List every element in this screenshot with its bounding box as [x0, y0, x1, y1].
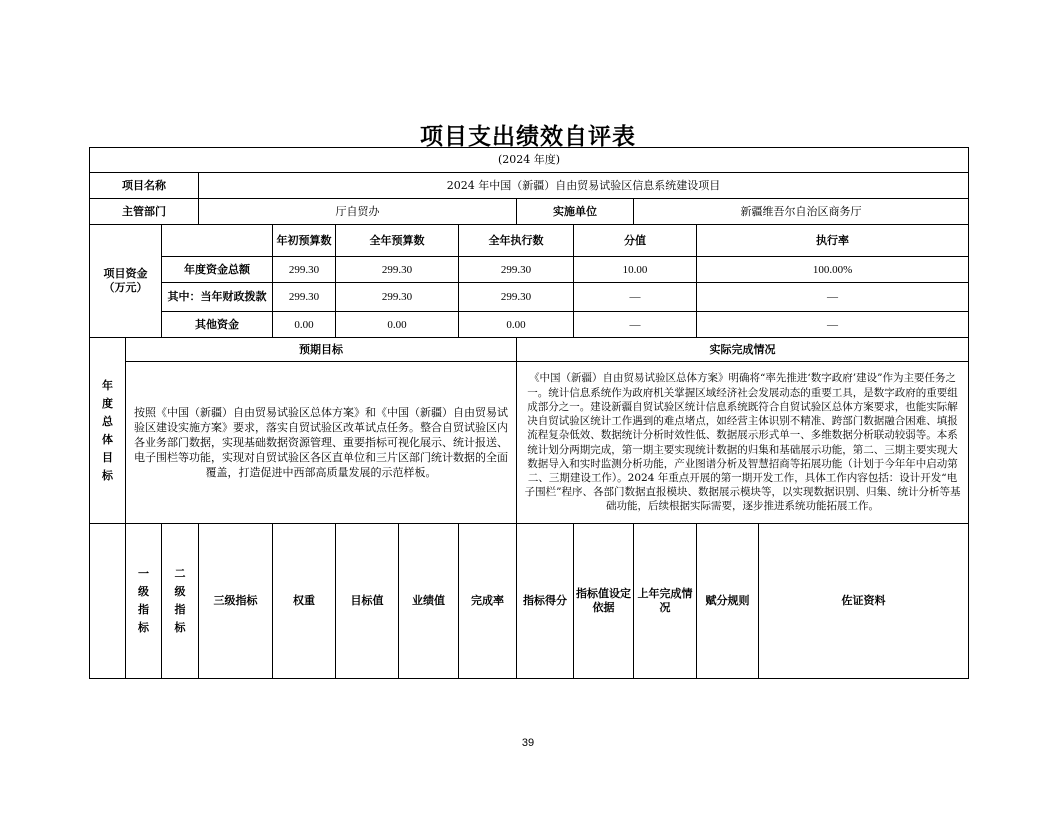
impl-value: 新疆维吾尔自治区商务厅 — [634, 199, 969, 225]
funds-cell: 299.30 — [336, 283, 459, 312]
funds-header-execution-rate: 执行率 — [697, 225, 969, 257]
expected-goals-header: 预期目标 — [126, 338, 517, 362]
dept-label: 主管部门 — [90, 199, 199, 225]
dept-value: 厅自贸办 — [199, 199, 517, 225]
funds-header-score-value: 分值 — [574, 225, 697, 257]
funds-cell: 299.30 — [273, 283, 336, 312]
funds-row-name: 年度资金总额 — [162, 257, 273, 283]
funds-cell: 100.00% — [697, 257, 969, 283]
indicator-header-scoring-rule: 赋分规则 — [697, 524, 759, 679]
goals-label: 年 度 总 体 目 标 — [90, 338, 126, 524]
indicator-header-evidence: 佐证资料 — [759, 524, 969, 679]
indicator-header-completion-rate: 完成率 — [459, 524, 517, 679]
funds-row-name: 其他资金 — [162, 312, 273, 338]
indicator-header-last-year: 上年完成情况 — [634, 524, 697, 679]
project-name-label: 项目名称 — [90, 173, 199, 199]
funds-row-other — [90, 312, 969, 338]
indicator-header-performance: 业绩值 — [399, 524, 459, 679]
funds-row-total — [90, 257, 969, 283]
indicator-header-basis: 指标值设定依据 — [574, 524, 634, 679]
indicator-header-indicator-score: 指标得分 — [517, 524, 574, 679]
funds-header-initial-budget: 年初预算数 — [273, 225, 336, 257]
funds-cell: 0.00 — [336, 312, 459, 338]
year-cell: (2024 年度) — [90, 148, 969, 173]
expected-goals-text: 按照《中国（新疆）自由贸易试验区总体方案》和《中国（新疆）自由贸易试验区建设实施方案》要求，落实自贸试验区改革试点任务。整合自贸试验区内各业务部门数据，实现基础数据资源管理、重要指标可视化展示、统计报送、电子围栏等功能，实现对自贸试验区各区直单位和三片区部门统计数据的全面覆盖，打造促进中西部高质量发展的示范样板。 — [126, 362, 517, 524]
evaluation-table — [89, 147, 969, 679]
funds-label: 项目资金 （万元） — [90, 225, 162, 338]
funds-cell: — — [697, 312, 969, 338]
funds-header-annual-execution: 全年执行数 — [459, 225, 574, 257]
indicator-header-weight: 权重 — [273, 524, 336, 679]
funds-row-name: 其中：当年财政拨款 — [162, 283, 273, 312]
funds-cell: 0.00 — [273, 312, 336, 338]
indicator-header-level3: 三级指标 — [199, 524, 273, 679]
page-title: 项目支出绩效自评表 — [420, 124, 636, 150]
funds-cell: — — [574, 283, 697, 312]
indicator-header-level1: 一 级 指 标 — [126, 524, 162, 679]
funds-cell: — — [697, 283, 969, 312]
page-number: 39 — [521, 737, 535, 749]
funds-cell: 299.30 — [459, 283, 574, 312]
funds-cell: 299.30 — [273, 257, 336, 283]
funds-cell: — — [574, 312, 697, 338]
funds-cell: 299.30 — [336, 257, 459, 283]
impl-label: 实施单位 — [517, 199, 634, 225]
funds-cell: 0.00 — [459, 312, 574, 338]
funds-cell: 10.00 — [574, 257, 697, 283]
funds-row-fiscal — [90, 283, 969, 312]
funds-corner-cell — [162, 225, 273, 257]
funds-cell: 299.30 — [459, 257, 574, 283]
actual-completion-header: 实际完成情况 — [517, 338, 969, 362]
indicator-header-level2: 二 级 指 标 — [162, 524, 199, 679]
indicator-header-target: 目标值 — [336, 524, 399, 679]
indicator-blank-cell — [90, 524, 126, 679]
funds-header-annual-budget: 全年预算数 — [336, 225, 459, 257]
actual-completion-text: 《中国（新疆）自由贸易试验区总体方案》明确将“率先推进‘数字政府’建设”作为主要任务之一。统计信息系统作为政府机关掌握区域经济社会发展动态的重要工具，是数字政府的重要组成部分之一。建设新疆自贸试验区统计信息系统既符合自贸试验区总体方案要求，也能实际解决自贸试验区统计工作遇到的难点堵点，如经营主体识别不精准、跨部门数据融合困难、填报流程复杂低效、数据统计分析时效性低、数据展示形式单一、多维数据分析联动较弱等。本系统计划分两期完成，第一期主要实现统计数据的归集和基础展示功能，第二、三期主要实现大数据导入和实时监测分析功能，产业图谱分析及智慧招商等拓展功能（计划于今年年中启动第二、三期建设工作）。2024 年重点开展的第一期开发工作，具体工作内容包括：设计开发“电子围栏”程序、各部门数据直报模块、数据展示模块等，以实现数据识别、归集、统计分析等基础功能，后续根据实际需要，逐步推进系统功能拓展工作。 — [517, 362, 969, 524]
project-name-value: 2024 年中国（新疆）自由贸易试验区信息系统建设项目 — [199, 173, 969, 199]
